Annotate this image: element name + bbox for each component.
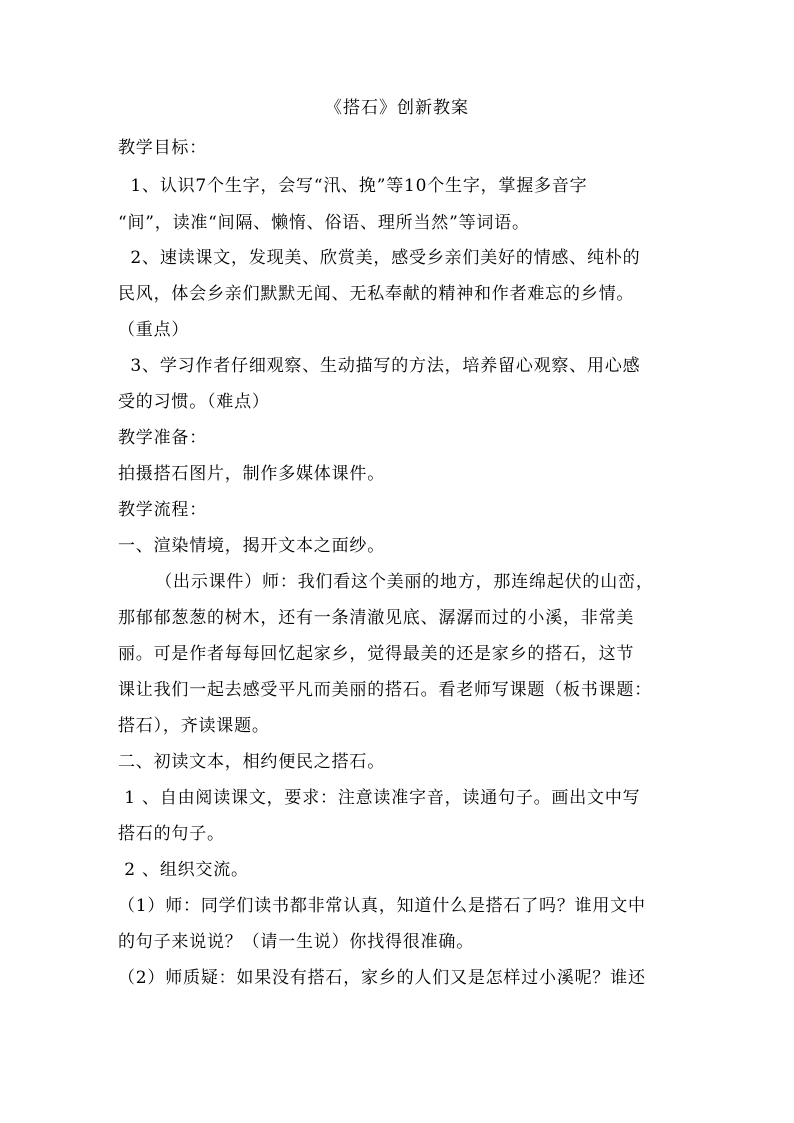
text-line: 教学目标： [118, 138, 207, 158]
text-line: 课让我们一起去感受平凡而美丽的搭石。看老师写课题（板书课题： [118, 680, 652, 700]
document-title: 《搭石》创新教案 [325, 98, 469, 118]
text-line: 教学流程： [118, 500, 207, 520]
text-line: （1）师：同学们读书都非常认真，知道什么是搭石了吗？谁用文中 [118, 896, 646, 916]
text-line: 搭石），齐读课题。 [118, 716, 270, 736]
text-line: 受的习惯。（难点） [118, 392, 270, 412]
text-line: 那郁郁葱葱的树木，还有一条清澈见底、潺潺而过的小溪，非常美 [118, 608, 635, 628]
text-line: （2）师质疑：如果没有搭石，家乡的人们又是怎样过小溪呢？谁还 [118, 968, 646, 988]
text-line: 教学准备： [118, 428, 207, 448]
text-line: 2、速读课文，发现美、欣赏美，感受乡亲们美好的情感、纯朴的 [118, 248, 641, 268]
text-line: 民风，体会乡亲们默默无闻、无私奉献的精神和作者难忘的乡情。 [118, 284, 635, 304]
text-line: 丽。可是作者每每回忆起家乡，觉得最美的还是家乡的搭石，这节 [118, 644, 635, 664]
text-line: 1 、自由阅读课文，要求：注意读准字音，读通句子。画出文中写 [118, 788, 641, 808]
text-line: 1、认识7个生字，会写“汛、挽”等10个生字，掌握多音字 [118, 176, 588, 196]
text-line: 2 、组织交流。 [118, 860, 249, 880]
text-line: 的句子来说说？（请一生说）你找得很准确。 [118, 932, 474, 952]
text-line: 一、渲染情境，揭开文本之面纱。 [118, 536, 385, 556]
text-line: （出示课件）师：我们看这个美丽的地方，那连绵起伏的山峦， [118, 572, 654, 592]
text-line: 二、初读文本，相约便民之搭石。 [118, 752, 385, 772]
text-line: 拍摄搭石图片，制作多媒体课件。 [118, 464, 385, 484]
text-line: 3、学习作者仔细观察、生动描写的方法，培养留心观察、用心感 [118, 356, 641, 376]
text-line: （重点） [118, 320, 190, 340]
text-line: 搭石的句子。 [118, 824, 225, 844]
text-line: “间”，读准“间隔、懒惰、俗语、理所当然”等词语。 [118, 213, 530, 233]
